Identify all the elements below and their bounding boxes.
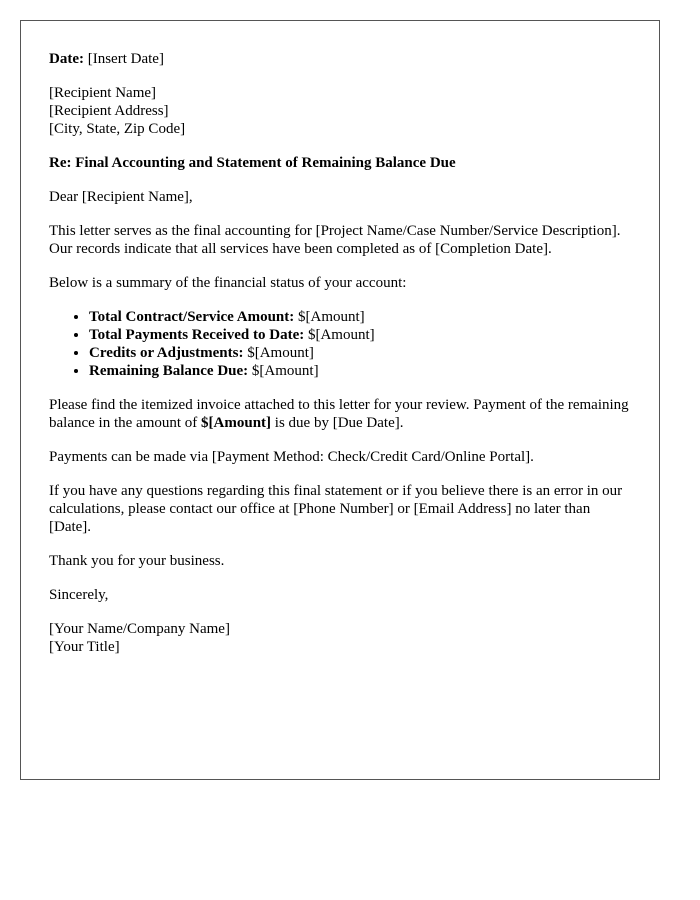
- summary-item-label: Credits or Adjustments:: [89, 345, 244, 361]
- date-line: [49, 50, 631, 68]
- questions-paragraph: If you have any questions regarding this final statement or if you believe there is an error in our calculations, please contact our office at [Phone Number] or [Email Address] no later than [Date].: [49, 483, 623, 535]
- invoice-text-part2: is due by [Due Date].: [271, 415, 404, 431]
- signature-title: [Your Title]: [49, 639, 120, 655]
- payment-methods: Payments can be made via [Payment Method: Check/Credit Card/Online Portal].: [49, 449, 534, 465]
- date-label: Date:: [49, 51, 84, 67]
- summary-list: [49, 308, 631, 380]
- signature-block: [49, 620, 631, 656]
- invoice-text-part1: Please find the itemized invoice attached to this letter for your review. Payment of the remaining balance in the amount of: [49, 397, 629, 431]
- thanks-line: Thank you for your business.: [49, 553, 225, 569]
- recipient-name: [Recipient Name]: [49, 85, 157, 101]
- salutation: Dear [Recipient Name],: [49, 189, 193, 205]
- list-item: [89, 308, 631, 326]
- closing-line: Sincerely,: [49, 587, 109, 603]
- intro-paragraph: This letter serves as the final accounting for [Project Name/Case Number/Service Description]. Our records indicate that all services have been completed as of [Completion Date].: [49, 223, 621, 257]
- summary-item-value: $[Amount]: [248, 363, 319, 379]
- invoice-paragraph: [49, 396, 631, 432]
- summary-item-value: $[Amount]: [243, 345, 314, 361]
- invoice-amount: $[Amount]: [201, 415, 272, 431]
- list-item: [89, 326, 631, 344]
- date-value: [Insert Date]: [83, 51, 164, 67]
- summary-item-value: $[Amount]: [304, 327, 375, 343]
- summary-item-value: $[Amount]: [294, 309, 365, 325]
- signature-name: [Your Name/Company Name]: [49, 621, 230, 637]
- letter-page: [20, 20, 660, 780]
- summary-item-label: Remaining Balance Due:: [89, 363, 249, 379]
- recipient-block: [49, 84, 631, 138]
- list-item: [89, 344, 631, 362]
- summary-item-label: Total Payments Received to Date:: [89, 327, 305, 343]
- recipient-address: [Recipient Address]: [49, 103, 169, 119]
- summary-item-label: Total Contract/Service Amount:: [89, 309, 295, 325]
- list-item: [89, 362, 631, 380]
- summary-intro: Below is a summary of the financial status of your account:: [49, 275, 407, 291]
- recipient-city-state-zip: [City, State, Zip Code]: [49, 121, 186, 137]
- subject-line: Re: Final Accounting and Statement of Remaining Balance Due: [49, 155, 456, 171]
